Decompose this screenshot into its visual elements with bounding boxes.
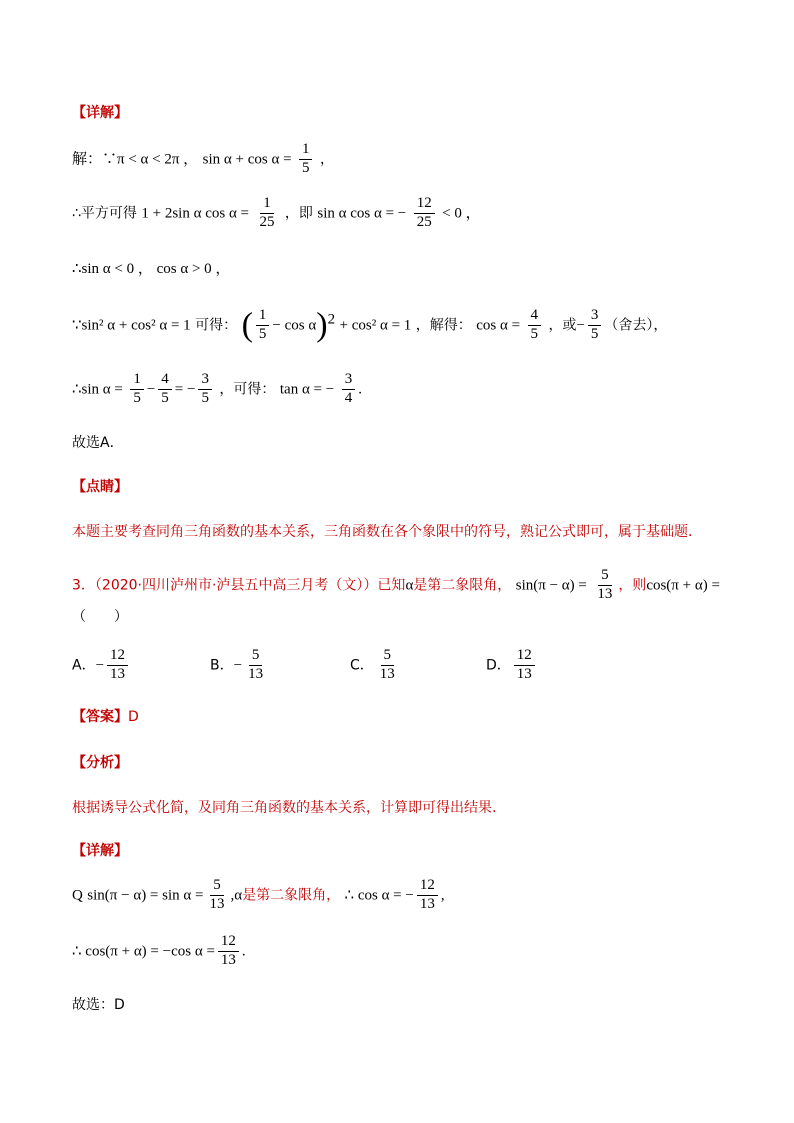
- solution-line-3: ∴sin α < 0 ， cos α > 0 ，: [72, 261, 231, 277]
- detail-header-1: 【详解】: [72, 105, 128, 121]
- option-c: [350, 648, 401, 683]
- math: − cos α: [272, 317, 317, 334]
- left-paren: (: [241, 306, 253, 344]
- math: sin² α + cos² α = 1: [81, 317, 191, 334]
- text: ，则: [618, 577, 647, 594]
- text: ∴平方可得: [72, 205, 137, 222]
- fraction: $\frac{12}{25}$: [414, 196, 435, 231]
- math: α: [405, 577, 414, 594]
- question-3-line: [72, 568, 720, 603]
- math: < 0 ，: [442, 205, 481, 222]
- fraction: $\frac{4}{5}$: [158, 372, 172, 407]
- fraction: $\frac{5}{13}$: [248, 647, 264, 682]
- analysis-text: 根据诱导公式化简，及同角三角函数的基本关系，计算即可得出结果.: [72, 800, 497, 816]
- text: 是第二象限角，: [413, 577, 512, 594]
- math: ,: [440, 887, 445, 904]
- math: ∴ cos α = −: [344, 887, 414, 904]
- text: ，解得：: [415, 317, 472, 334]
- math: sin(π − α) =: [515, 577, 587, 594]
- math: .: [358, 381, 362, 398]
- text: ，可得：: [219, 381, 276, 398]
- answer-header: 【答案】: [72, 709, 128, 725]
- option-sign: −: [233, 657, 243, 674]
- math: tan α = −: [279, 381, 335, 398]
- fraction: $\frac{1}{5}$: [256, 308, 270, 343]
- option-label: D．: [486, 657, 511, 674]
- option-label: B．: [210, 657, 234, 674]
- fraction: $\frac{3}{4}$: [342, 372, 356, 407]
- math: cos α =: [476, 317, 521, 334]
- exponent: 2: [327, 311, 336, 328]
- math: ∴sin α =: [72, 381, 123, 398]
- fraction: $\frac{3}{5}$: [198, 372, 212, 407]
- answer-blank: （ ）: [72, 609, 128, 625]
- conclusion-1: 故选A．: [72, 435, 124, 451]
- answer-value: D: [128, 709, 139, 725]
- text: 是第二象限角，: [242, 887, 341, 904]
- fraction: $\frac{5}{13}$: [597, 567, 613, 602]
- math: α: [234, 887, 243, 904]
- detail-line-2: [72, 934, 246, 969]
- analysis-header: 【分析】: [72, 755, 128, 771]
- options-row: [72, 648, 632, 688]
- math: ,: [230, 887, 235, 904]
- solution-line-5: [72, 372, 362, 407]
- note-text: 本题主要考查同角三角函数的基本关系，三角函数在各个象限中的符号，熟记公式即可，属于基础题．: [72, 524, 702, 540]
- question-3-source: 3．（2020·四川泸州市·泸县五中高三月考（文））已知: [72, 577, 406, 594]
- math: sin α cos α = −: [317, 205, 407, 222]
- fraction: $\frac{3}{5}$: [588, 308, 602, 343]
- text: （舍去），: [604, 317, 668, 334]
- option-b: [210, 648, 269, 683]
- right-paren: ): [316, 306, 328, 344]
- solution-line-4: [72, 308, 667, 343]
- detail-line-1: [72, 878, 445, 913]
- math: −: [576, 317, 585, 334]
- fraction: $\frac{5}{13}$: [209, 877, 225, 912]
- math: sin(π − α) = sin α =: [87, 887, 204, 904]
- answer-line: [72, 706, 139, 726]
- math: = −: [174, 381, 196, 398]
- option-a: [72, 648, 131, 683]
- math: .: [241, 943, 246, 960]
- fraction: $\frac{1}{5}$: [130, 372, 144, 407]
- solution-line-1-given: 解：∵π < α < 2π ，: [72, 151, 199, 168]
- option-label: A．: [72, 657, 96, 674]
- fraction: $\frac{1}{25}$: [259, 195, 275, 230]
- solution-line-2: [72, 196, 481, 231]
- fraction: $\frac{12}{13}$: [417, 878, 438, 913]
- fraction: $\frac{5}{13}$: [379, 647, 395, 682]
- fraction: $\frac{4}{5}$: [528, 308, 542, 343]
- math: ∴ cos(π + α) = −cos α =: [72, 943, 215, 960]
- text: ，即: [284, 205, 313, 222]
- option-label: C．: [350, 657, 374, 674]
- solution-line-1: [72, 142, 334, 177]
- fraction: $\frac{12}{13}$: [514, 648, 535, 683]
- math: Q: [72, 887, 83, 904]
- fraction: $\frac{12}{13}$: [218, 934, 239, 969]
- text: 可得：: [195, 317, 238, 334]
- conclusion-2: 故选：D: [72, 997, 125, 1013]
- solution-line-1-eq: sin α + cos α =: [202, 151, 292, 168]
- text: ，或: [548, 317, 577, 334]
- note-header: 【点睛】: [72, 479, 128, 495]
- math: −: [146, 381, 156, 398]
- fraction: $\frac{1}{5}$: [299, 142, 313, 177]
- option-sign: −: [95, 657, 105, 674]
- math: + cos² α = 1: [339, 317, 412, 334]
- punct: ，: [319, 151, 334, 168]
- math: cos(π + α) =: [646, 577, 720, 594]
- option-d: [486, 648, 538, 683]
- math: 1 + 2sin α cos α =: [141, 205, 250, 222]
- fraction: $\frac{12}{13}$: [107, 648, 128, 683]
- detail-header-2: 【详解】: [72, 843, 128, 859]
- math: ∵: [72, 317, 82, 334]
